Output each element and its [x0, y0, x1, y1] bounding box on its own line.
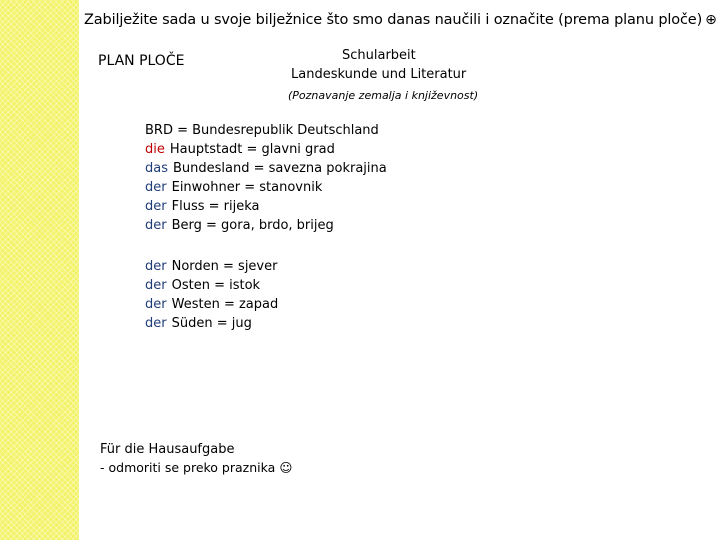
homework-item-text: - odmoriti se preko praznika: [100, 460, 276, 475]
vocab-article: der: [145, 218, 167, 233]
schularbeit-subject: Landeskunde und Literatur: [291, 67, 467, 82]
heading-text: Zabilježite sada u svoje bilježnice što smo danas naučili i označite (prema planu ploče): [84, 12, 703, 28]
vocab-text: Berg = gora, brdo, brijeg: [171, 218, 334, 233]
vocab-item: [145, 140, 387, 159]
vocab-text: Süden = jug: [171, 316, 252, 331]
vocab-article: der: [145, 199, 167, 214]
smiley-icon: ☺: [279, 460, 293, 475]
vocab-item: [145, 178, 387, 197]
vocab-article: der: [145, 180, 167, 195]
schularbeit-translation: (Poznavanje zemalja i književnost): [288, 89, 479, 102]
vocab-article: der: [145, 297, 167, 312]
vocab-item: [145, 257, 278, 276]
vocab-text: Norden = sjever: [171, 259, 278, 274]
vocab-article: der: [145, 316, 167, 331]
vocab-text: Fluss = rijeka: [171, 199, 260, 214]
homework-item: [100, 462, 292, 475]
plus-circle-icon: ⊕: [705, 12, 717, 28]
vocab-text: Westen = zapad: [171, 297, 279, 312]
vocab-item: [145, 314, 278, 333]
vocab-article: die: [145, 142, 165, 157]
vocab-item: [145, 276, 278, 295]
vocab-article: der: [145, 259, 167, 274]
vocab-text: BRD = Bundesrepublik Deutschland: [145, 123, 379, 138]
vocab-item: [145, 121, 387, 140]
vocab-item: [145, 159, 387, 178]
homework-title: Für die Hausaufgabe: [100, 442, 235, 457]
vocab-article: das: [145, 161, 168, 176]
vocab-text: Bundesland = savezna pokrajina: [173, 161, 387, 176]
page-heading: [84, 13, 717, 28]
vocab-item: [145, 197, 387, 216]
vocab-list-geography: [145, 121, 387, 235]
plan-label: PLAN PLOČE: [98, 53, 185, 69]
schularbeit-title: Schularbeit: [342, 48, 416, 63]
vocab-item: [145, 216, 387, 235]
decorative-sidebar: [0, 0, 79, 540]
vocab-text: Einwohner = stanovnik: [171, 180, 323, 195]
vocab-article: der: [145, 278, 167, 293]
vocab-item: [145, 295, 278, 314]
vocab-text: Osten = istok: [171, 278, 261, 293]
vocab-list-directions: [145, 257, 278, 333]
vocab-text: Hauptstadt = glavni grad: [169, 142, 335, 157]
